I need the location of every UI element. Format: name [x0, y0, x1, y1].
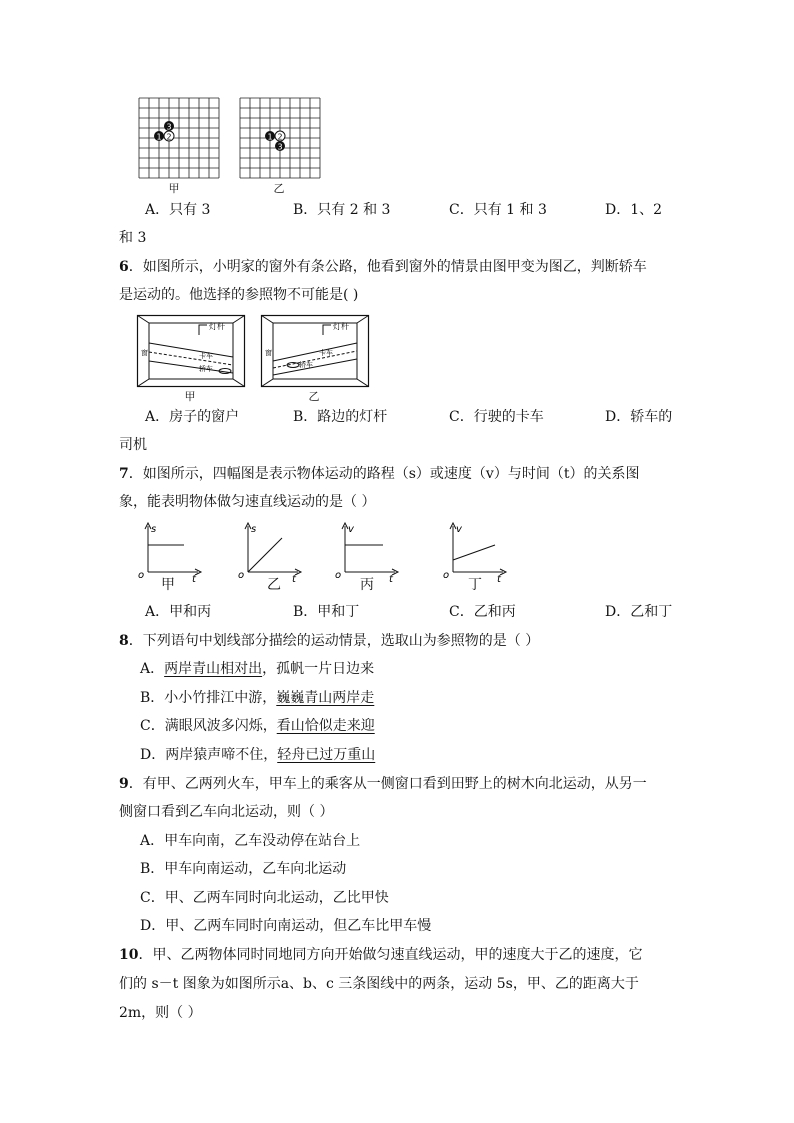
q7-option-d[interactable]: D．乙和丁 — [605, 604, 673, 620]
q6-stem-line2: 是运动的。他选择的参照物不可能是( ) — [119, 287, 359, 303]
stone-2-left — [164, 131, 174, 142]
svg-text:2: 2 — [166, 132, 172, 142]
stone-3-left — [164, 121, 174, 132]
q6-option-c[interactable]: C．行驶的卡车 — [449, 409, 544, 425]
svg-text:o: o — [443, 570, 450, 581]
graph-jia — [138, 520, 208, 585]
stone-1-left — [154, 131, 164, 142]
svg-text:t: t — [389, 574, 393, 585]
svg-text:3: 3 — [166, 122, 172, 132]
window-scene-right-figure — [261, 315, 369, 387]
q9-number: 9 — [119, 776, 129, 792]
svg-text:t: t — [497, 574, 501, 585]
q9-option-a[interactable]: A．甲车向南，乙车没动停在站台上 — [140, 833, 361, 849]
q6-option-d[interactable]: D．轿车的 — [605, 409, 673, 425]
svg-text:o: o — [335, 570, 342, 581]
svg-text:2: 2 — [277, 132, 283, 142]
svg-text:3: 3 — [277, 142, 283, 152]
svg-text:卡车: 卡车 — [319, 349, 333, 357]
q9-stem-line1: 9．有甲、乙两列火车，甲车上的乘客从一侧窗口看到田野上的树木向北运动，从另一 — [119, 776, 647, 792]
q6-right-caption: 乙 — [308, 390, 320, 403]
svg-text:1: 1 — [156, 132, 162, 142]
graph-bing — [335, 520, 405, 585]
q6-option-b[interactable]: B．路边的灯杆 — [293, 409, 388, 425]
svg-text:灯杆: 灯杆 — [209, 322, 225, 331]
svg-text:v: v — [348, 524, 354, 535]
q9-option-b[interactable]: B．甲车向南运动，乙车向北运动 — [140, 861, 347, 877]
q10-stem-line2: 们的 s－t 图象为如图所示a、b、c 三条图线中的两条，运动 5s，甲、乙的距离大于 — [119, 976, 639, 992]
q8-stem: 8．下列语句中划线部分描绘的运动情景，选取山为参照物的是（ ） — [119, 633, 540, 649]
q10-number: 10 — [119, 947, 139, 963]
graph-yi-caption: 乙 — [267, 577, 281, 593]
q7-option-c[interactable]: C．乙和丙 — [449, 604, 516, 620]
graph-yi — [238, 520, 308, 585]
q5-option-d-continued: 和 3 — [119, 230, 147, 246]
svg-text:灯杆: 灯杆 — [333, 322, 349, 331]
q6-option-a[interactable]: A．房子的窗户 — [145, 409, 240, 425]
graph-ding — [443, 520, 513, 585]
go-board-right-figure — [237, 95, 323, 181]
q9-option-c[interactable]: C．甲、乙两车同时向北运动，乙比甲快 — [140, 890, 389, 906]
q5-option-a[interactable]: A．只有 3 — [145, 202, 211, 218]
q7-number: 7 — [119, 466, 129, 482]
q6-left-caption: 甲 — [184, 390, 196, 403]
svg-text:s: s — [251, 524, 257, 535]
q5-option-b[interactable]: B．只有 2 和 3 — [293, 202, 391, 218]
stone-3-right — [275, 141, 285, 152]
svg-text:轿车: 轿车 — [199, 365, 213, 373]
stone-1-right — [265, 131, 275, 142]
graph-ding-caption: 丁 — [468, 577, 482, 593]
q5-left-caption: 甲 — [168, 182, 180, 195]
q7-option-b[interactable]: B．甲和丁 — [293, 604, 360, 620]
q8-number: 8 — [119, 633, 129, 649]
q8-option-c[interactable]: C．满眼风波多闪烁，看山恰似走来迎 — [140, 718, 375, 734]
svg-text:t: t — [192, 574, 196, 585]
svg-text:s: s — [151, 524, 157, 535]
q5-option-d[interactable]: D．1、2 — [605, 202, 663, 218]
q8-option-b[interactable]: B．小小竹排江中游，巍巍青山两岸走 — [140, 690, 375, 706]
graph-bing-caption: 丙 — [360, 577, 374, 593]
q7-stem-line1: 7．如图所示，四幅图是表示物体运动的路程（s）或速度（v）与时间（t）的关系图 — [119, 466, 640, 482]
svg-text:o: o — [138, 570, 145, 581]
q9-option-d[interactable]: D．甲、乙两车同时向南运动，但乙车比甲车慢 — [140, 918, 432, 934]
q6-stem-line1: 6．如图所示，小明家的窗外有条公路，他看到窗外的情景由图甲变为图乙，判断轿车 — [119, 259, 647, 275]
svg-text:卡车: 卡车 — [199, 352, 213, 360]
q7-option-a[interactable]: A．甲和丙 — [145, 604, 212, 620]
q10-stem-line3: 2m，则（ ） — [119, 1005, 202, 1021]
svg-text:轿车: 轿车 — [299, 361, 313, 369]
q8-option-a[interactable]: A．两岸青山相对出，孤帆一片日边来 — [140, 661, 375, 677]
svg-text:t: t — [292, 574, 296, 585]
svg-text:窗: 窗 — [265, 349, 272, 357]
q8-option-d[interactable]: D．两岸猿声啼不住，轻舟已过万重山 — [140, 747, 376, 763]
q5-right-caption: 乙 — [273, 182, 285, 195]
go-board-left-figure — [136, 95, 222, 181]
graph-jia-caption: 甲 — [161, 577, 175, 593]
q6-number: 6 — [119, 259, 129, 275]
q10-stem-line1: 10．甲、乙两物体同时同地同方向开始做匀速直线运动，甲的速度大于乙的速度，它 — [119, 947, 643, 963]
q7-stem-line2: 象，能表明物体做匀速直线运动的是（ ） — [119, 494, 376, 510]
svg-text:o: o — [238, 570, 245, 581]
q5-option-c[interactable]: C．只有 1 和 3 — [449, 202, 547, 218]
q6-option-d-continued: 司机 — [119, 437, 147, 453]
window-scene-left-figure — [137, 315, 245, 387]
svg-text:1: 1 — [267, 132, 273, 142]
q9-stem-line2: 侧窗口看到乙车向北运动，则（ ） — [119, 804, 334, 820]
svg-text:窗: 窗 — [141, 349, 148, 357]
stone-2-right — [275, 131, 285, 142]
svg-text:v: v — [456, 524, 462, 535]
